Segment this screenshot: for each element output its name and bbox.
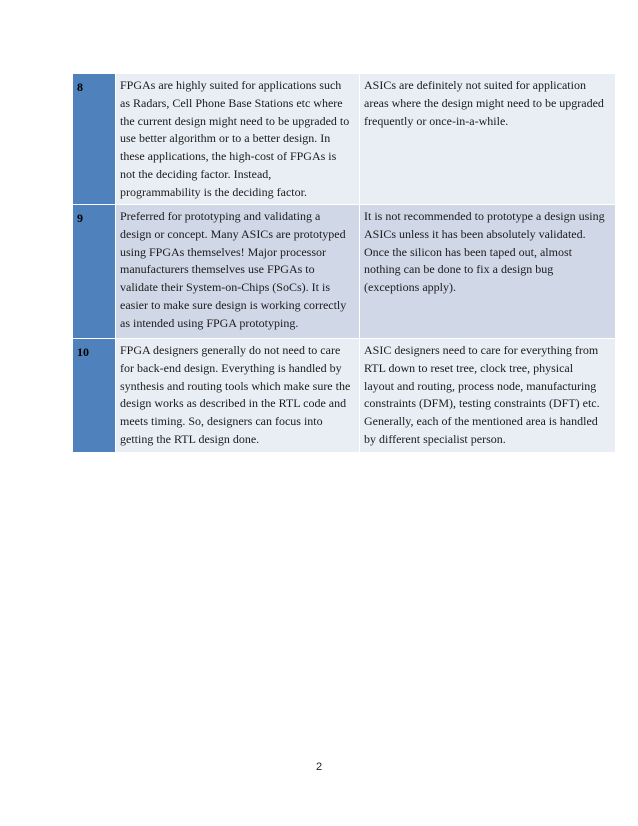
asic-cell: It is not recommended to prototype a design using ASICs unless it has been absolutely validated. Once the silicon has been taped out, almost nothing can be done to fix a design bug (exceptions apply). <box>360 205 615 338</box>
fpga-cell: Preferred for prototyping and validating a design or concept. Many ASICs are prototyped using FPGAs themselves! Major processor manufacturers themselves use FPGAs to validate their System-on-Chips (SoCs). It is easier to make sure design is working correctly as intended using FPGA prototyping. <box>116 205 360 338</box>
table-row <box>73 339 615 453</box>
row-number: 9 <box>73 205 116 338</box>
asic-cell: ASIC designers need to care for everything from RTL down to reset tree, clock tree, physical layout and routing, process node, manufacturing constraints (DFM), testing constraints (DFT) etc. Generally, each of the mentioned area is handled by different specialist person. <box>360 339 615 452</box>
fpga-cell: FPGAs are highly suited for applications such as Radars, Cell Phone Base Stations etc where the current design might need to be upgraded to use better algorithm or to a better design. In these applications, the high-cost of FPGAs is not the deciding factor. Instead, programmability is the deciding factor. <box>116 74 360 204</box>
row-number: 8 <box>73 74 116 204</box>
table-row <box>73 74 615 205</box>
page-number: 2 <box>315 761 323 773</box>
row-number: 10 <box>73 339 116 452</box>
table-row <box>73 205 615 339</box>
asic-cell: ASICs are definitely not suited for application areas where the design might need to be upgraded frequently or once-in-a-while. <box>360 74 615 204</box>
fpga-cell: FPGA designers generally do not need to care for back-end design. Everything is handled by synthesis and routing tools which make sure the design works as described in the RTL code and meets timing. So, designers can focus into getting the RTL design done. <box>116 339 360 452</box>
comparison-table <box>73 73 615 453</box>
